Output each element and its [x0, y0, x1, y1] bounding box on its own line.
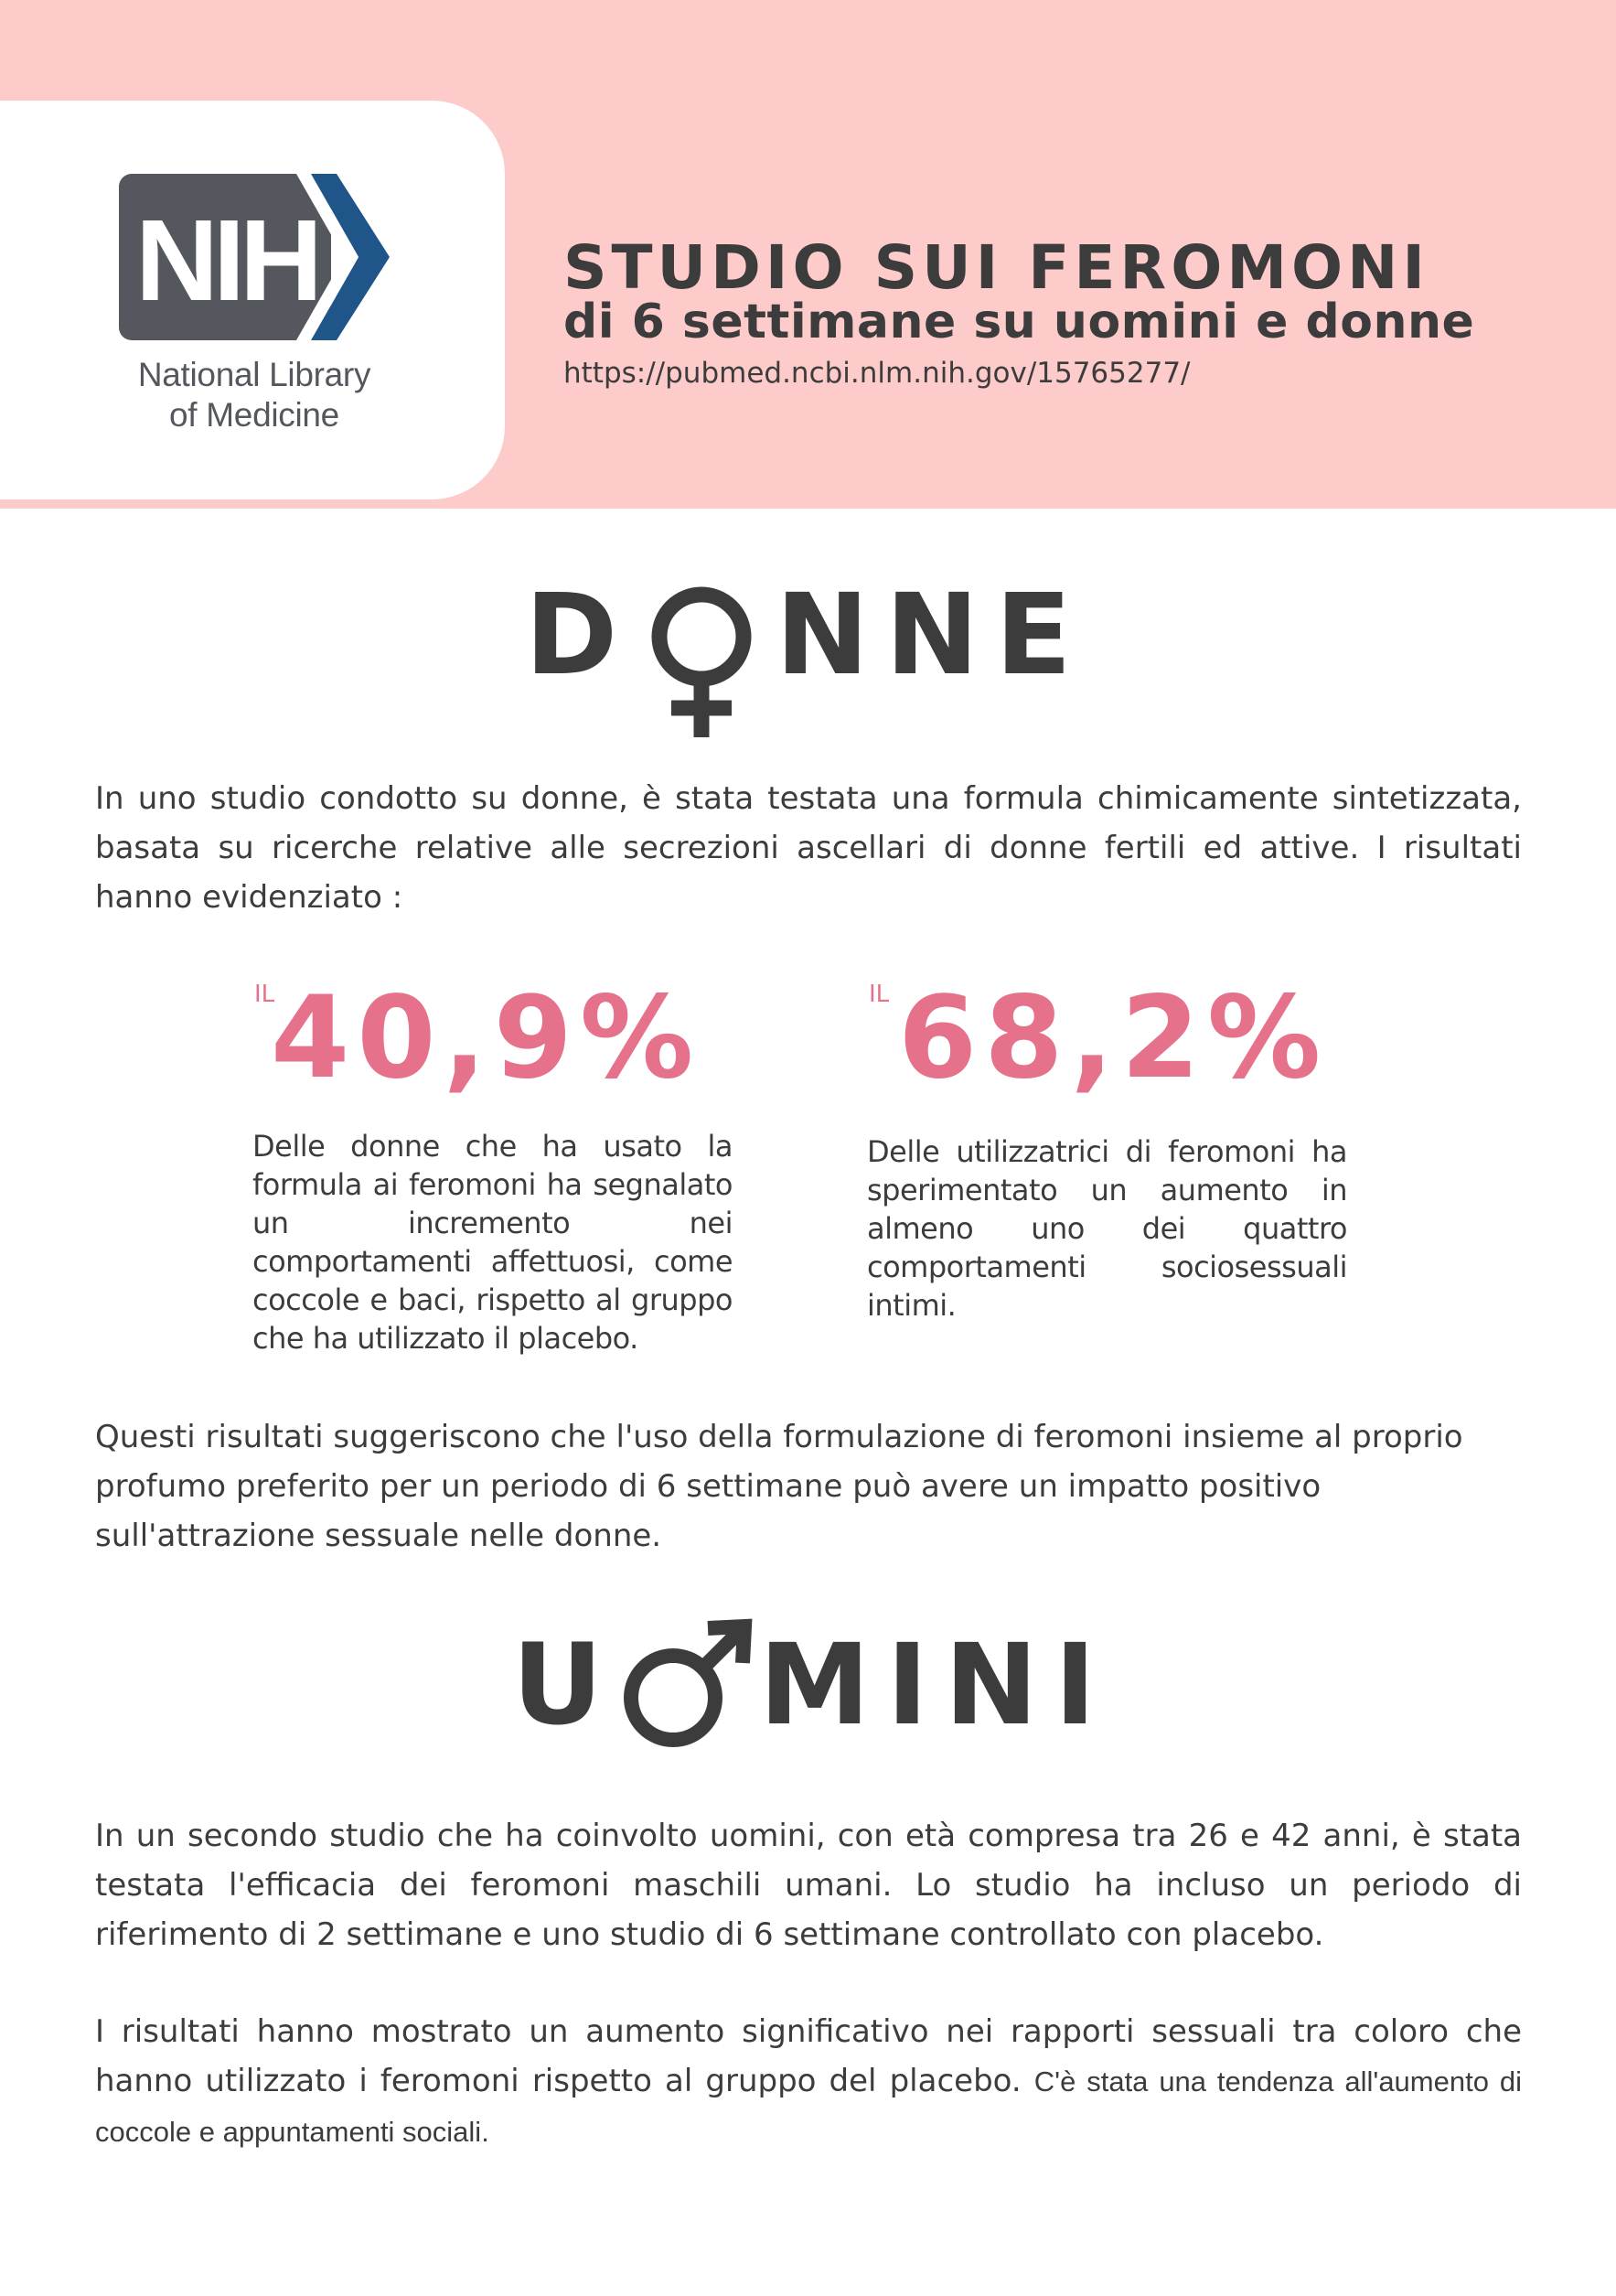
men-results-paragraph: [95, 2007, 1522, 2157]
page-title: STUDIO SUI FEROMONI: [563, 232, 1429, 303]
stat-1-value: 40,9%: [271, 972, 701, 1104]
nih-subtitle-line2: of Medicine: [169, 396, 339, 434]
men-results-tail: C'è stata una tendenza all'aumento di coccole e appuntamenti sociali.: [95, 2065, 1522, 2148]
men-intro-paragraph: In un secondo studio che ha coinvolto uomini, con età compresa tra 26 e 42 anni, è stata testata l'efficacia dei feromoni maschili umani. Lo studio ha incluso un periodo di riferimento di 2 settimane e uno studio di 6 settimane controllato con placebo.: [95, 1818, 1522, 1953]
stat-2-description: Delle utilizzatrici di feromoni ha sperimentato un aumento in almeno uno dei quattro comportamenti sociosessuali intimi.: [867, 1134, 1347, 1323]
women-conclusion-paragraph: Questi risultati suggeriscono che l'uso della formulazione di feromoni insieme al proprio profumo preferito per un periodo di 6 settimane può avere un impatto positivo sull'attrazione sessuale nelle donne.: [95, 1419, 1463, 1554]
source-url: https://pubmed.ncbi.nlm.nih.gov/15765277/: [563, 357, 1191, 390]
male-symbol-icon: [616, 1617, 763, 1754]
men-heading-u: U: [512, 1620, 620, 1750]
nih-logo-subtitle: [117, 355, 391, 435]
female-symbol-icon: [642, 584, 761, 741]
stat-1-description: Delle donne che ha usato la formula ai feromoni ha segnalato un incremento nei comportamenti affettuosi, come coccole e baci, rispetto al gruppo che ha utilizzato il placebo.: [252, 1129, 733, 1356]
nih-logo-mark: [119, 174, 390, 340]
stat-2-prefix: IL: [869, 981, 890, 1008]
women-heading-d: D: [525, 570, 635, 700]
stat-2-value: 68,2%: [898, 972, 1329, 1104]
women-heading-rest: NNE: [776, 570, 1088, 700]
nih-mark-text: NIH: [135, 196, 317, 325]
men-results-text: I risultati hanno mostrato un aumento significativo nei rapporti sessuali tra coloro che hanno utilizzato i feromoni rispetto al gruppo del placebo.: [95, 2013, 1522, 2099]
men-heading-rest: MINI: [759, 1620, 1113, 1750]
nih-subtitle-line1: National Library: [137, 356, 371, 393]
women-intro-paragraph: In uno studio condotto su donne, è stata testata una formula chimicamente sintetizzata, basata su ricerche relative alle secrezioni ascellari di donne fertili ed attive. I risultati hanno evidenziato :: [95, 780, 1522, 916]
stat-1-prefix: IL: [254, 981, 275, 1008]
page-subtitle: di 6 settimane su uomini e donne: [563, 295, 1475, 349]
